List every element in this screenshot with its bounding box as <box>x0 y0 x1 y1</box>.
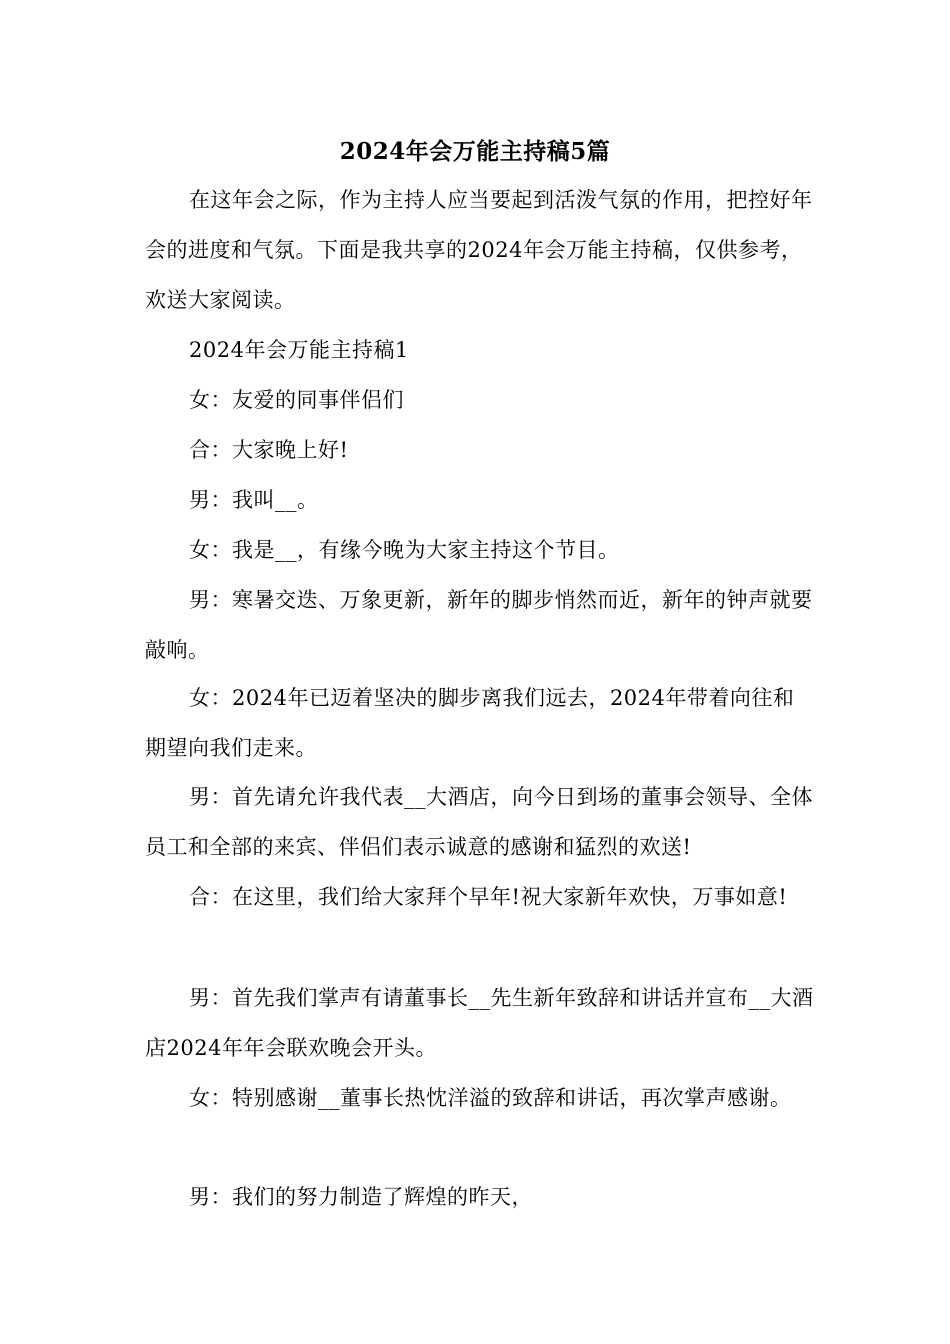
script-line: 女：2024年已迈着坚决的脚步离我们远去，2024年带着向往和期望向我们走来。 <box>145 686 795 760</box>
section-heading: 2024年会万能主持稿1 <box>189 338 409 362</box>
script-line: 男：我叫__。 <box>189 488 319 512</box>
script-line: 男：我们的努力制造了辉煌的昨天， <box>189 1185 533 1209</box>
script-line: 男：首先我们掌声有请董事长__先生新年致辞和讲话并宣布__大酒店2024年年会联欢晚会开头。 <box>145 986 814 1060</box>
script-line: 女：友爱的同事伴侣们 <box>189 388 404 412</box>
script-line: 男：寒暑交迭、万象更新，新年的脚步悄然而近，新年的钟声就要敲响。 <box>145 588 813 662</box>
script-line: 女：我是__，有缘今晚为大家主持这个节目。 <box>189 538 620 562</box>
script-line: 男：首先请允许我代表__大酒店，向今日到场的董事会领导、全体员工和全部的来宾、伴侣们表示诚意的感谢和猛烈的欢送! <box>145 785 813 859</box>
script-line: 女：特别感谢__董事长热忱洋溢的致辞和讲话，再次掌声感谢。 <box>189 1086 792 1110</box>
script-line: 合：在这里，我们给大家拜个早年!祝大家新年欢快，万事如意! <box>189 885 788 909</box>
script-line: 合：大家晚上好! <box>189 438 349 462</box>
document-title: 2024年会万能主持稿5篇 <box>339 138 611 165</box>
intro-paragraph: 在这年会之际，作为主持人应当要起到活泼气氛的作用，把控好年会的进度和气氛。下面是我共享的2024年会万能主持稿，仅供参考，欢送大家阅读。 <box>145 188 813 312</box>
